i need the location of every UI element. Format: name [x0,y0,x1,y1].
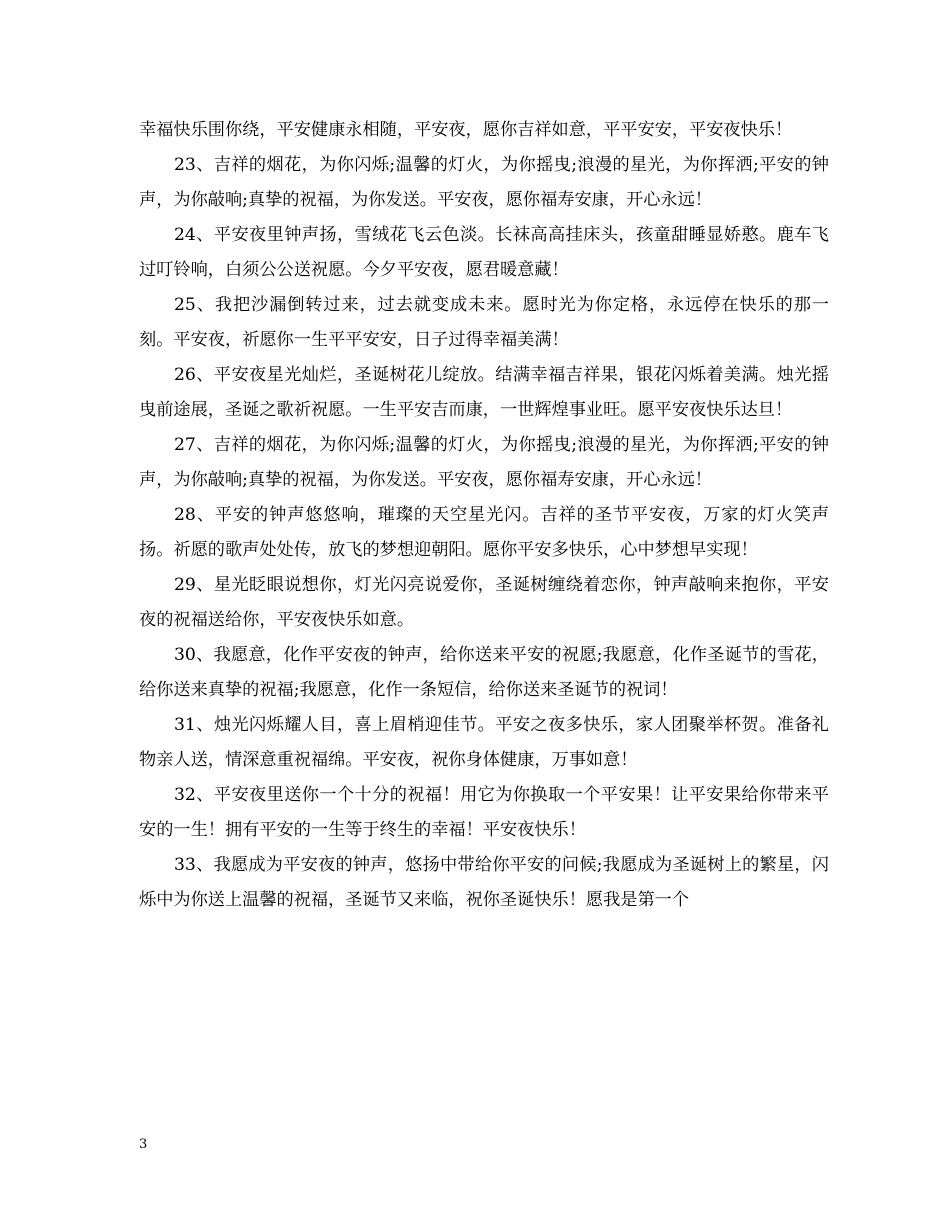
paragraph: 24、平安夜里钟声扬，雪绒花飞云色淡。长袜高高挂床头，孩童甜睡显娇憨。鹿车飞过叮铃响，白须公公送祝愿。今夕平安夜，愿君暖意藏！ [139,225,829,280]
paragraph: 30、我愿意，化作平安夜的钟声，给你送来平安的祝愿;我愿意，化作圣诞节的雪花，给你送来真挚的祝福;我愿意，化作一条短信，给你送来圣诞节的祝词！ [139,645,829,700]
document-body [139,113,829,918]
paragraph: 33、我愿成为平安夜的钟声，悠扬中带给你平安的问候;我愿成为圣诞树上的繁星，闪烁中为你送上温馨的祝福，圣诞节又来临，祝你圣诞快乐！愿我是第一个 [139,855,829,910]
paragraph: 28、平安的钟声悠悠响，璀璨的天空星光闪。吉祥的圣节平安夜，万家的灯火笑声扬。祈愿的歌声处处传，放飞的梦想迎朝阳。愿你平安多快乐，心中梦想早实现！ [139,505,829,560]
paragraph: 幸福快乐围你绕，平安健康永相随，平安夜，愿你吉祥如意，平平安安，平安夜快乐！ [139,120,793,140]
paragraph: 29、星光眨眼说想你，灯光闪亮说爱你，圣诞树缠绕着恋你，钟声敲响来抱你，平安夜的祝福送给你，平安夜快乐如意。 [139,575,829,630]
paragraph: 25、我把沙漏倒转过来，过去就变成未来。愿时光为你定格，永远停在快乐的那一刻。平安夜，祈愿你一生平平安安，日子过得幸福美满！ [139,295,829,350]
paragraph: 23、吉祥的烟花，为你闪烁;温馨的灯火，为你摇曳;浪漫的星光，为你挥洒;平安的钟声，为你敲响;真挚的祝福，为你发送。平安夜，愿你福寿安康，开心永远！ [139,155,829,210]
paragraph: 31、烛光闪烁耀人目，喜上眉梢迎佳节。平安之夜多快乐，家人团聚举杯贺。准备礼物亲人送，情深意重祝福绵。平安夜，祝你身体健康，万事如意！ [139,715,829,770]
paragraph: 32、平安夜里送你一个十分的祝福！用它为你换取一个平安果！让平安果给你带来平安的一生！拥有平安的一生等于终生的幸福！平安夜快乐！ [139,785,829,840]
paragraph: 27、吉祥的烟花，为你闪烁;温馨的灯火，为你摇曳;浪漫的星光，为你挥洒;平安的钟声，为你敲响;真挚的祝福，为你发送。平安夜，愿你福寿安康，开心永远！ [139,435,829,490]
paragraph: 26、平安夜星光灿烂，圣诞树花儿绽放。结满幸福吉祥果，银花闪烁着美满。烛光摇曳前途展，圣诞之歌祈祝愿。一生平安吉而康，一世辉煌事业旺。愿平安夜快乐达旦！ [139,365,829,420]
page-number: 3 [139,1137,148,1152]
